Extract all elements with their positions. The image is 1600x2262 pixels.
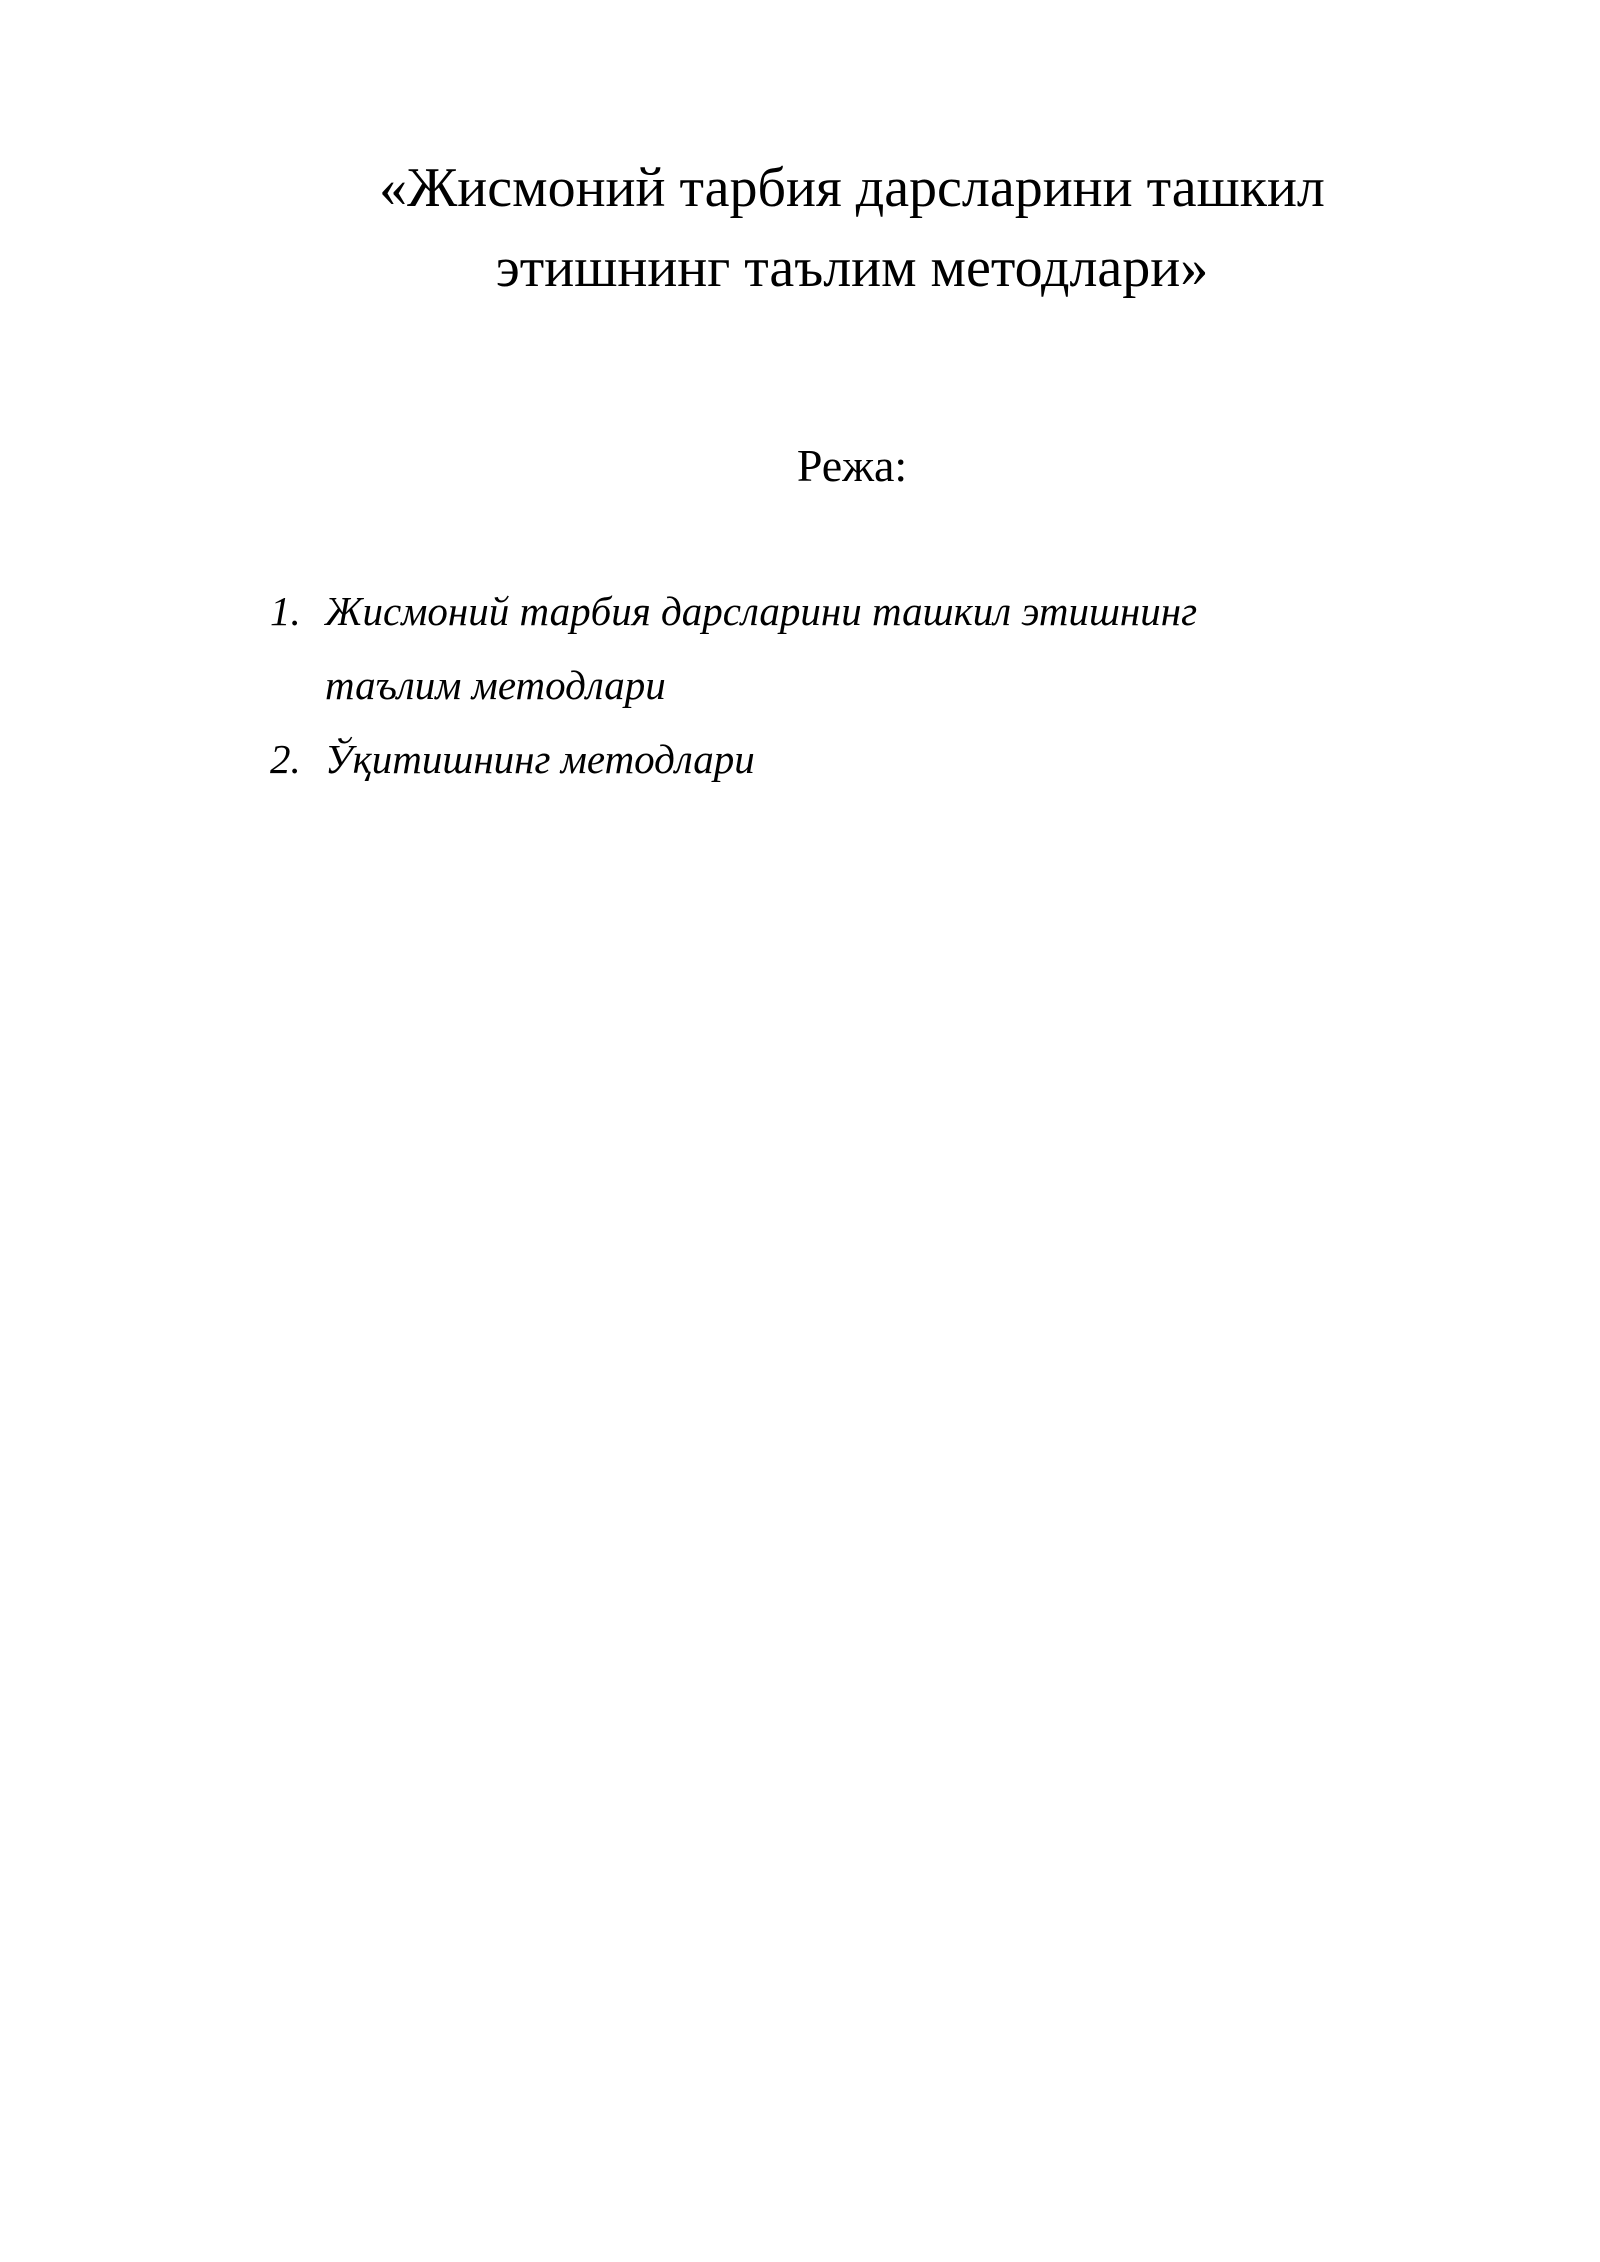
plan-item-text: Жисмоний тарбия дарсларини ташкил этишнинг таълим методлари: [325, 588, 1198, 708]
plan-item-number: 1.: [270, 588, 301, 634]
plan-item-number: 2.: [270, 736, 301, 782]
document-title-line-1: «Жисмоний тарбия дарсларини ташкил: [379, 157, 1325, 219]
document-title-line-2: этишнинг таълим методлари»: [495, 237, 1209, 299]
plan-heading: Режа:: [796, 440, 908, 491]
plan-item-1: [270, 574, 1420, 722]
document-title: [352, 148, 1352, 308]
plan-item-2: [270, 722, 1420, 796]
plan-item-text: Ўқитишнинг методлари: [325, 736, 755, 782]
plan-list: [270, 574, 1420, 796]
